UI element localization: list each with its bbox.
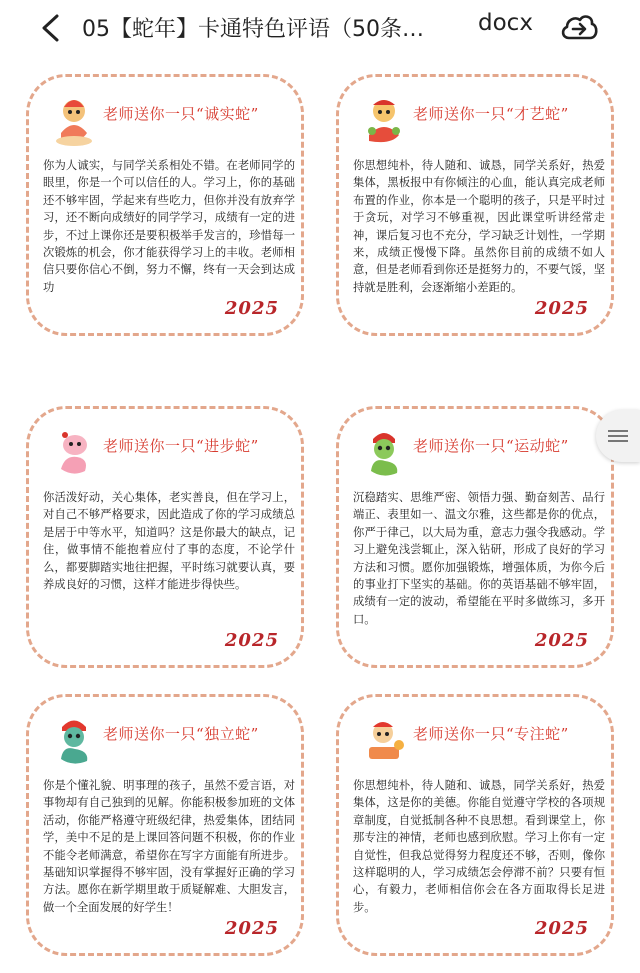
snake-mascot-icon bbox=[361, 427, 407, 479]
comment-card bbox=[336, 74, 614, 336]
card-title: 老师送你一只“专注蛇” bbox=[413, 725, 569, 743]
snake-mascot-icon bbox=[51, 427, 97, 479]
cloud-upload-icon bbox=[559, 11, 599, 45]
card-year: 2025 bbox=[534, 918, 589, 939]
card-text: 沉稳踏实、思维严密、领悟力强、勤奋刻苦、品行端正、表里如一、温文尔雅，这些都是你的优点，你严于律己，以大局为重，意志力强令我感动。学习上避免浅尝辄止，深入钻研，形成了良好的学习方法和习惯。愿你加强锻炼，增强体质，为你今后的事业打下坚实的基础。你的英语基础不够牢固，成绩有一定的波动，希望能在平时多做练习，多开口。 bbox=[353, 491, 605, 626]
card-text: 你是个懂礼貌、明事理的孩子，虽然不爱言语，对事物却有自己独到的见解。你能积极参加班的文体活动，你能严格遵守班级纪律，热爱集体，团结同学，美中不足的是上课回答问题不积极，你的作业不能令老师满意，希望你在写字方面能有所进步。基础知识掌握得不够牢固，没有掌握好正确的学习方法。愿你在新学期里敢于质疑解难、大胆发言，做一个全面发展的好学生！ bbox=[43, 779, 295, 914]
snake-mascot-icon bbox=[361, 95, 407, 147]
document-page[interactable] bbox=[0, 56, 640, 973]
snake-mascot-icon bbox=[51, 95, 97, 147]
comment-card bbox=[26, 74, 304, 336]
card-year: 2025 bbox=[224, 298, 279, 319]
snake-mascot-icon bbox=[51, 715, 97, 767]
back-arrow-icon bbox=[39, 13, 61, 43]
top-bar bbox=[0, 0, 640, 56]
scroll-handle[interactable] bbox=[596, 410, 640, 462]
card-year: 2025 bbox=[534, 298, 589, 319]
card-title: 老师送你一只“诚实蛇” bbox=[103, 105, 259, 123]
card-title: 老师送你一只“运动蛇” bbox=[413, 437, 569, 455]
document-title: 05【蛇年】卡通特色评语（50条… bbox=[82, 17, 424, 42]
card-title: 老师送你一只“进步蛇” bbox=[103, 437, 259, 455]
card-text: 你为人诚实，与同学关系相处不错。在老师同学的眼里，你是一个可以信任的人。学习上，你的基础还不够牢固，学起来有些吃力，但你并没有放弃学习，还不断向成绩好的同学学习，成绩有一定的进步，不过上课你还是要积极举手发言的，珍惜每一次锻炼的机会，你才能获得学习上的丰收。老师相信只要你信心不倒，努力不懈，终有一天会到达成功 bbox=[43, 159, 295, 294]
card-text: 你思想纯朴，待人随和、诚恳，同学关系好，热爱集体，这是你的美德。你能自觉遵守学校的各项规章制度，自觉抵制各种不良思想。看到课堂上，你那专注的神情，老师也感到欣慰。学习上你有一定自觉性，但我总觉得努力程度还不够，否则，像你这样聪明的人，学习成绩怎会停滞不前？只要有恒心，有毅力，老师相信你会在各方面取得长足进步。 bbox=[353, 779, 605, 914]
document-extension: docx bbox=[478, 10, 533, 36]
comment-card bbox=[336, 406, 614, 668]
comment-card bbox=[26, 406, 304, 668]
card-title: 老师送你一只“才艺蛇” bbox=[413, 105, 569, 123]
back-button[interactable] bbox=[30, 8, 70, 48]
card-text: 你思想纯朴，待人随和、诚恳，同学关系好，热爱集体，黑板报中有你倾注的心血，能认真完成老师布置的作业，你本是一个聪明的孩子，只是平时过于贪玩，对学习不够重视，因此课堂听讲经常走神，课后复习也不充分，学习缺乏计划性，一学期来，成绩正慢慢下降。虽然你目前的成绩不如人意，但是老师看到你还是挺努力的，不要气馁，坚持就是胜利，会逐渐缩小差距的。 bbox=[353, 159, 605, 294]
comment-card bbox=[26, 694, 304, 956]
comment-card bbox=[336, 694, 614, 956]
cloud-upload-button[interactable] bbox=[558, 8, 600, 48]
card-year: 2025 bbox=[534, 630, 589, 651]
card-title: 老师送你一只“独立蛇” bbox=[103, 725, 259, 743]
snake-mascot-icon bbox=[361, 715, 407, 767]
scroll-handle-icon bbox=[608, 427, 628, 445]
card-year: 2025 bbox=[224, 918, 279, 939]
card-year: 2025 bbox=[224, 630, 279, 651]
card-text: 你活泼好动，关心集体，老实善良，但在学习上，对自己不够严格要求，因此造成了你的学习成绩总是居于中等水平，知道吗？这是你最大的缺点，记住，做事情不能抱着应付了事的态度，不论学什么，都要脚踏实地往把握，平时练习就要认真，要养成良好的习惯，这样才能进步得快些。 bbox=[43, 491, 295, 592]
